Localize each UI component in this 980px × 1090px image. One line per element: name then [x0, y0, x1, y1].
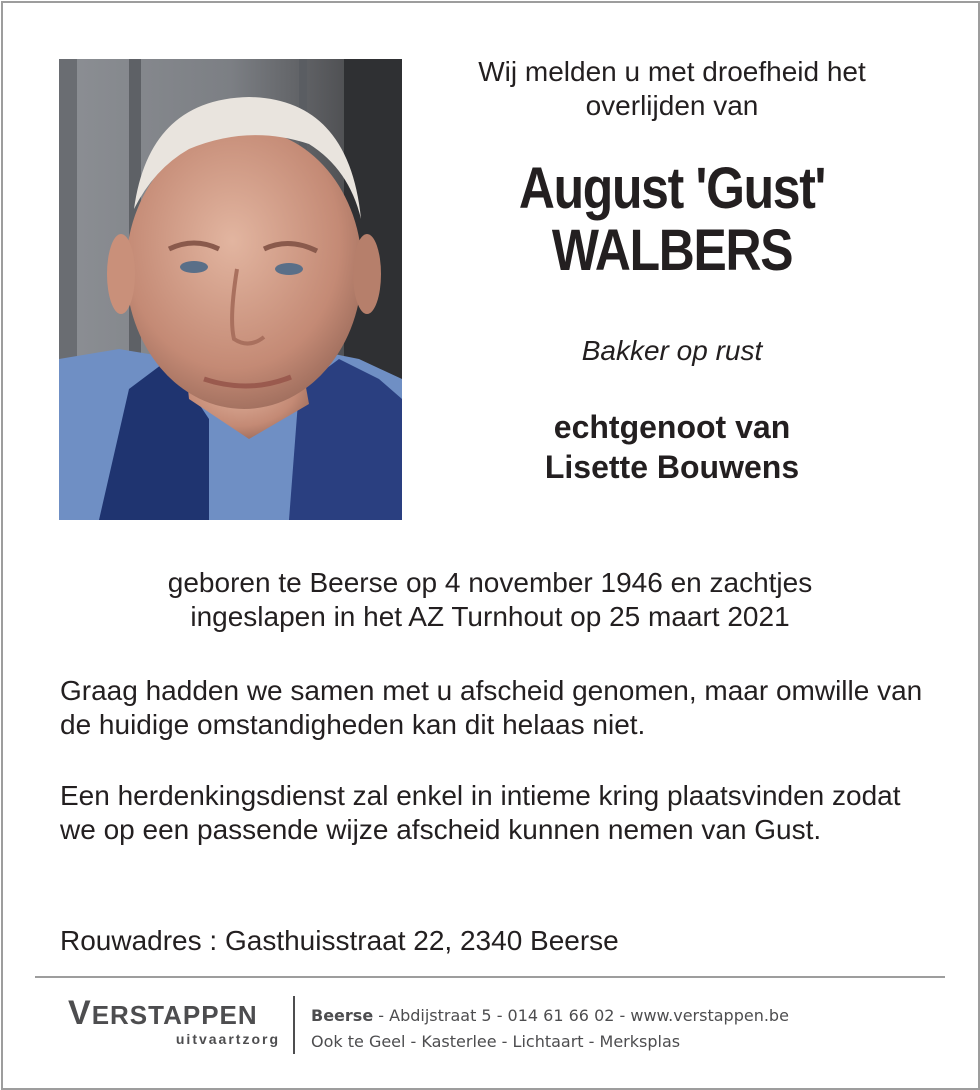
- footer-separator: [293, 996, 295, 1054]
- occupation: Bakker op rust: [581, 335, 763, 366]
- spouse-info: [430, 407, 914, 487]
- intro-text: [430, 55, 914, 123]
- logo-initial: V: [68, 994, 92, 1032]
- portrait-photo: [59, 59, 402, 520]
- logo-rest: ERSTAPPEN: [91, 1000, 258, 1030]
- spouse-line-2: Lisette Bouwens: [544, 449, 800, 485]
- contact-line: [311, 1003, 789, 1029]
- intro-line-2: overlijden van: [585, 90, 759, 121]
- branches-line: Ook te Geel - Kasterlee - Lichtaart - Merksplas: [311, 1032, 681, 1051]
- verstappen-logo: [68, 995, 280, 1047]
- dates-line-2: ingeslapen in het AZ Turnhout op 25 maart 2021: [190, 601, 790, 632]
- contact-location: Beerse: [311, 1006, 374, 1025]
- logo-wordmark: [68, 995, 280, 1033]
- logo-subtitle: uitvaartzorg: [175, 1031, 280, 1047]
- dates-line-1: geboren te Beerse op 4 november 1946 en zachtjes: [167, 567, 813, 598]
- birth-death-dates: [60, 566, 920, 634]
- farewell-paragraph: Graag hadden we samen met u afscheid genomen, maar omwille van de huidige omstandigheden kan dit helaas niet.: [60, 675, 923, 740]
- name-line-2: WALBERS: [551, 218, 793, 283]
- deceased-name: [464, 158, 880, 282]
- spouse-line-1: echtgenoot van: [553, 409, 791, 445]
- funeral-home-contact: [311, 1003, 789, 1055]
- contact-details: - Abdijstraat 5 - 014 61 66 02 - www.verstappen.be: [373, 1006, 789, 1025]
- memorial-paragraph: Een herdenkingsdienst zal enkel in intieme kring plaatsvinden zodat we op een passende wijze afscheid kunnen nemen van Gust.: [60, 780, 901, 845]
- intro-line-1: Wij melden u met droefheid het: [478, 56, 866, 87]
- name-line-1: August 'Gust': [518, 156, 826, 221]
- mourning-address: Rouwadres : Gasthuisstraat 22, 2340 Beerse: [60, 925, 619, 956]
- divider: [35, 976, 945, 978]
